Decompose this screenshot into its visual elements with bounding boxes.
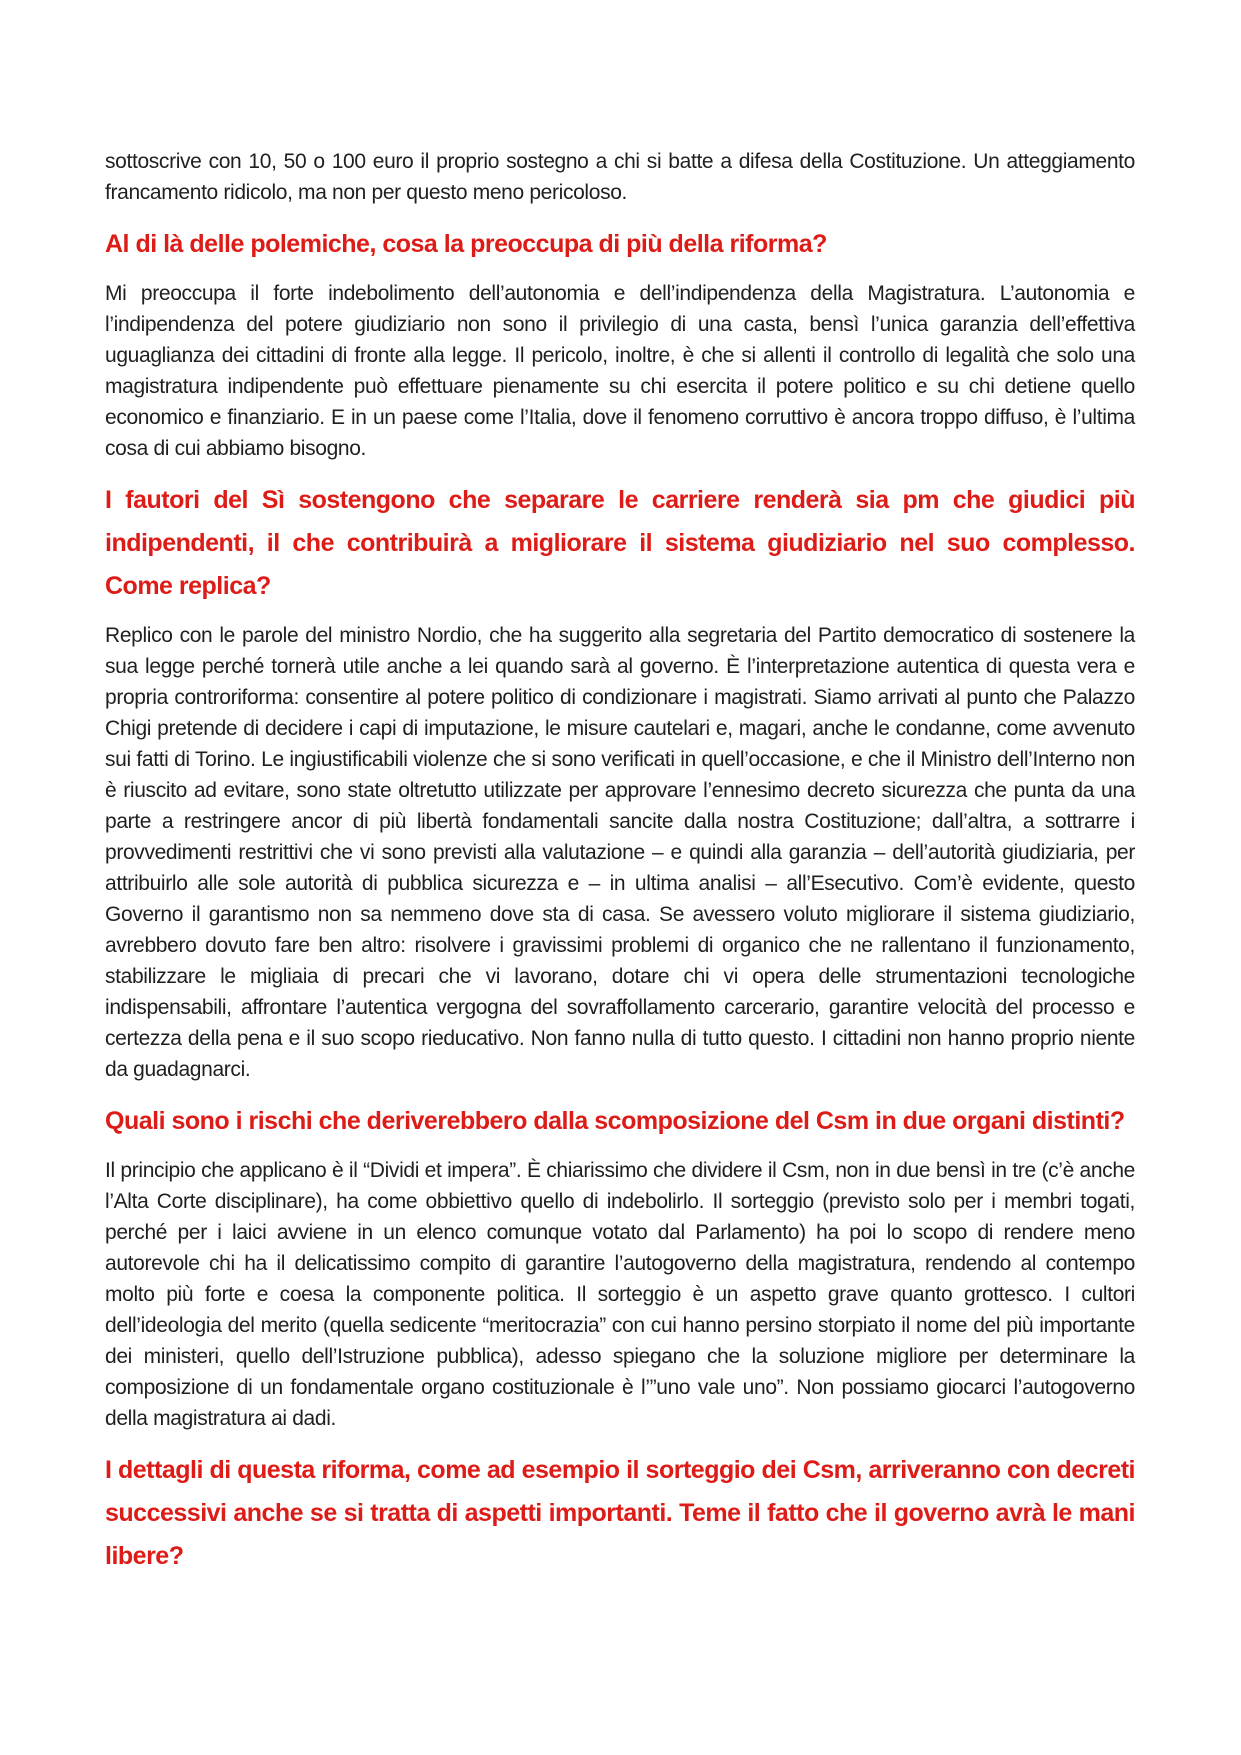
answer-paragraph-preoccupa: Mi preoccupa il forte indebolimento dell’autonomia e dell’indipendenza della Magistratura. L’autonomia e l’indipendenza del potere giudiziario non sono il privilegio di una casta, bensì l’unica garanzia dell’effettiva uguaglianza dei cittadini di fronte alla legge. Il pericolo, inoltre, è che si allenti il controllo di legalità che solo una magistratura indipendente può effettuare pienamente su chi esercita il potere politico e su chi detiene quello economico e finanziario. E in un paese come l’Italia, dove il fenomeno corruttivo è ancora troppo diffuso, è l’ultima cosa di cui abbiamo bisogno. <box>105 282 1135 460</box>
question-heading-dettagli-riforma: I dettagli di questa riforma, come ad esempio il sorteggio dei Csm, arriveranno con decreti successivi anche se si tratta di aspetti importanti. Teme il fatto che il governo avrà le mani libere? <box>105 1456 1135 1570</box>
answer-paragraph-replica: Replico con le parole del ministro Nordio, che ha suggerito alla segretaria del Partito democratico di sostenere la sua legge perché tornerà utile anche a lei quando sarà al governo. È l’interpretazione autentica di questa vera e propria controriforma: consentire al potere politico di condizionare i magistrati. Siamo arrivati al punto che Palazzo Chigi pretende di decidere i capi di imputazione, le misure cautelari e, magari, anche le condanne, come avvenuto sui fatti di Torino. Le ingiustificabili violenze che si sono verificati in quell’occasione, e che il Ministro dell’Interno non è riuscito ad evitare, sono state oltretutto utilizzate per approvare l’ennesimo decreto sicurezza che punta da una parte a restringere ancor di più libertà fondamentali sancite dalla nostra Costituzione; dall’altra, a sottrarre i provvedimenti restrittivi che vi sono previsti alla valutazione – e quindi alla garanzia – dell’autorità giudiziaria, per attribuirlo alle sole autorità di pubblica sicurezza e – in ultima analisi – all’Esecutivo. Com’è evidente, questo Governo il garantismo non sa nemmeno dove sta di casa. Se avessero voluto migliorare il sistema giudiziario, avrebbero dovuto fare ben altro: risolvere i gravissimi problemi di organico che ne rallentano il funzionamento, stabilizzare le migliaia di precari che vi lavorano, dotare chi vi opera delle strumentazioni tecnologiche indispensabili, affrontare l’autentica vergogna del sovraffollamento carcerario, garantire velocità del processo e certezza della pena e il suo scopo rieducativo. Non fanno nulla di tutto questo. I cittadini non hanno proprio niente da guadagnarci. <box>105 624 1135 1081</box>
paragraph-continuation: sottoscrive con 10, 50 o 100 euro il proprio sostegno a chi si batte a difesa della Costituzione. Un atteggiamento francamento ridicolo, ma non per questo meno pericoloso. <box>105 150 1135 204</box>
question-heading-rischi-csm: Quali sono i rischi che deriverebbero dalla scomposizione del Csm in due organi distinti? <box>105 1107 1125 1135</box>
question-heading-fautori-si: I fautori del Sì sostengono che separare le carriere renderà sia pm che giudici più indipendenti, il che contribuirà a migliorare il sistema giudiziario nel suo complesso. Come replica? <box>105 486 1135 600</box>
answer-paragraph-dividi-et-impera: Il principio che applicano è il “Dividi et impera”. È chiarissimo che dividere il Csm, non in due bensì in tre (c’è anche l’Alta Corte disciplinare), ha come obbiettivo quello di indebolirlo. Il sorteggio (previsto solo per i membri togati, perché per i laici avviene in un elenco comunque votato dal Parlamento) ha poi lo scopo di rendere meno autorevole chi ha il delicatissimo compito di garantire l’autogoverno della magistratura, rendendo al contempo molto più forte e coesa la componente politica. Il sorteggio è un aspetto grave quanto grottesco. I cultori dell’ideologia del merito (quella sedicente “meritocrazia” con cui hanno persino storpiato il nome del più importante dei ministeri, quello dell’Istruzione pubblica), adesso spiegano che la soluzione migliore per determinare la composizione di un fondamentale organo costituzionale è l’”uno vale uno”. Non possiamo giocarci l’autogoverno della magistratura ai dadi. <box>105 1159 1135 1430</box>
question-heading-polemiche: Al di là delle polemiche, cosa la preoccupa di più della riforma? <box>105 230 827 258</box>
